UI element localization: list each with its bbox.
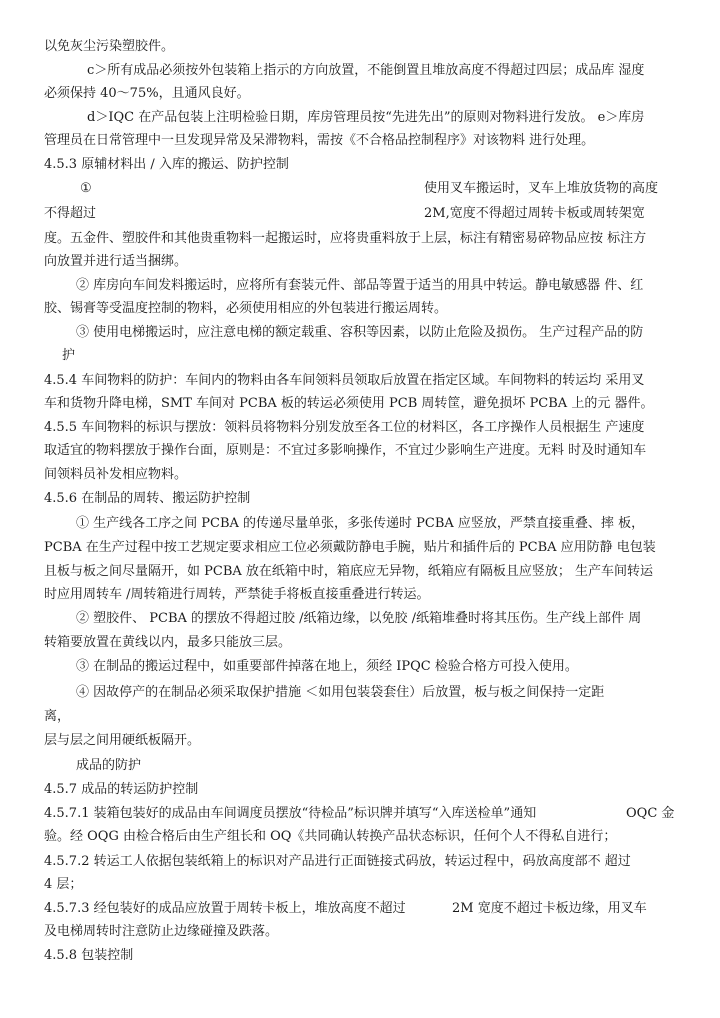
text-line: 验。经 OQG 由检合格后由生产组长和 OQ《共同确认转换产品状态标识，任何个人不得私自进行； [44,829,617,844]
text-line: ④ 因故停产的在制品必须采取保护措施 ＜如用包装袋套住）后放置，板与板之间保持一定距 [76,685,605,700]
text-line: 4.5.7.3 经包装好的成品应放置于周转卡板上，堆放高度不超过 [44,901,406,916]
text-line: 管理员在日常管理中一旦发现异常及呆滞物料，需按《不合格品控制程序》对该物料 进行处理。 [44,133,595,148]
section-heading: 4.5.6 在制品的周转、搬运防护控制 [44,491,251,506]
text-line: c＞所有成品必须按外包装箱上指示的方向放置，不能倒置且堆放高度不得超过四层；成品库 湿度 [87,63,645,78]
section-heading: 4.5.4 车间物料的防护：车间内的物料由各车间领料员领取后放置在指定区域。车间物料的转运均 采用叉 [44,373,645,388]
text-line: 时应用周转车 /周转箱进行周转，严禁徒手将板直接重叠进行转运。 [44,587,430,602]
text-line: 层与层之间用硬纸板隔开。 [44,733,201,748]
text-line: 胶、锡膏等受温度控制的物料，必须使用相应的外包装进行搬运周转。 [44,301,448,316]
text-line: 必须保持 40～75%，且通风良好。 [44,86,250,101]
text-line: 2M 宽度不超过卡板边缘，用叉车 [452,901,647,916]
text-line: 使用叉车搬运时，叉车上堆放货物的高度 [424,181,659,196]
text-line: ③ 在制品的搬运过程中，如重要部件掉落在地上，须经 IPQC 检验合格方可投入使用。 [76,659,578,674]
text-line: d＞IQC 在产品包装上注明检验日期，库房管理员按“先进先出”的原则对物料进行发放。 e＞库房 [87,110,645,125]
text-line: 度。五金件、塑胶件和其他贵重物料一起搬运时，应将贵重料放于上层，标注有精密易碎物品应按 标注方 [44,231,647,246]
text-line: 且板与板之间尽量隔开，如 PCBA 放在纸箱中时，箱底应无异物，纸箱应有隔板且应竖放； 生产车间转运 [44,564,654,579]
text-line: 4.5.7.1 装箱包装好的成品由车间调度员摆放“待检品”标识牌并填写“入库送检单”通知 [44,806,537,821]
text-line: 4 层； [44,877,83,892]
section-heading: 4.5.5 车间物料的标识与摆放：领料员将物料分别发放至各工位的材料区，各工序操作人员根据生 产速度 [44,420,645,435]
text-line: 成品的防护 [76,758,142,773]
section-heading: 4.5.7 成品的转运防护控制 [44,782,199,797]
text-line: 向放置并进行适当捆绑。 [44,254,188,269]
text-line: 护 [62,348,76,363]
text-line: 及电梯周转时注意防止边缘碰撞及跌落。 [44,924,279,939]
text-line: 4.5.7.2 转运工人依据包装纸箱上的标识对产品进行正面链接式码放，转运过程中，码放高度部不 超过 [44,854,631,869]
text-line: ① [80,181,92,196]
text-line: ② 塑胶件、 PCBA 的摆放不得超过胶 /纸箱边缘，以免胶 /纸箱堆叠时将其压伤。生产线上部件 周 [76,611,642,626]
text-line: ③ 使用电梯搬运时，应注意电梯的额定载重、容积等因素，以防止危险及损伤。 生产过程产品的防 [76,325,644,340]
text-line: 不得超过 [44,206,97,221]
text-line: 间领料员补发相应物料。 [44,467,188,482]
text-line: 2M,宽度不得超过周转卡板或周转架宽 [424,206,645,221]
text-line: ① 生产线各工序之间 PCBA 的传递尽量单张，多张传递时 PCBA 应竖放，严禁直接重叠、摔 板， [76,516,645,531]
text-line: 取适宜的物料摆放于操作台面，原则是：不宜过多影响操作，不宜过少影响生产进度。无料 时及时通知车 [44,443,647,458]
text-line: ② 库房向车间发料搬运时，应将所有套装元件、部品等置于适当的用具中转运。静电敏感器 件、红 [76,278,644,293]
section-heading: 4.5.8 包装控制 [44,948,134,963]
text-line: 车和货物升降电梯，SMT 车间对 PCBA 板的转运必须使用 PCB 周转筐，避免损坏 PCBA 上的元 器件。 [44,396,654,411]
text-line: 离， [44,709,71,724]
text-line: PCBA 在生产过程中按工艺规定要求相应工位必须戴防静电手腕，贴片和插件后的 PCBA 应用防静 电包装 [44,540,656,555]
text-line: OQC 金 [626,806,675,821]
text-line: 转箱要放置在黄线以内，最多只能放三层。 [44,635,292,650]
section-heading: 4.5.3 原辅材料出 / 入库的搬运、防护控制 [44,157,289,172]
text-line: 以免灰尘污染塑胶件。 [44,39,175,54]
